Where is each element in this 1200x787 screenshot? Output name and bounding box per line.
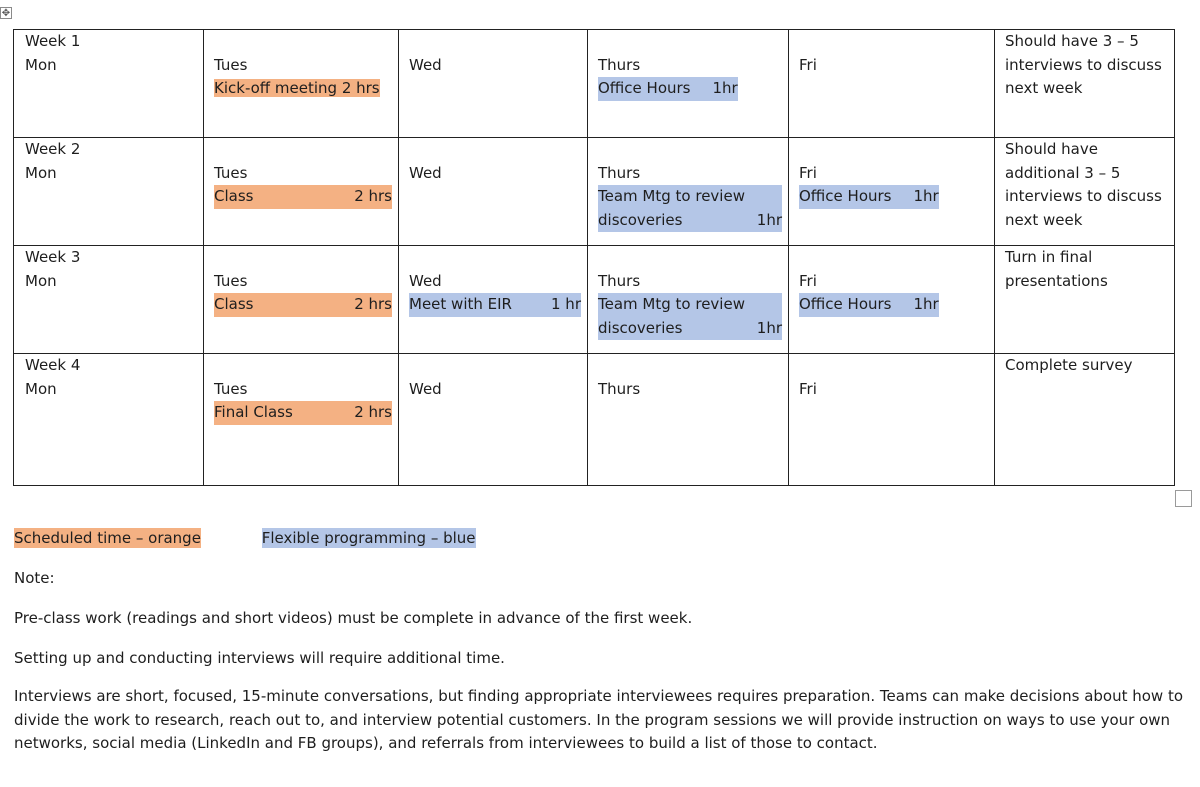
week-row: [14, 138, 1175, 246]
week-label: Week 3: [25, 248, 81, 266]
flexible-event: [799, 185, 939, 209]
thu-cell: [588, 30, 789, 138]
schedule-table: [13, 29, 1175, 486]
day-tue: Tues: [214, 55, 248, 74]
day-tue: Tues: [214, 163, 248, 182]
event-name: Office Hours: [598, 79, 691, 97]
week-label: Week 2: [25, 140, 81, 158]
event-name: Final Class: [214, 403, 293, 421]
wed-cell: [399, 138, 588, 246]
event-name: Class: [214, 187, 254, 205]
week-row: [14, 30, 1175, 138]
day-thu: Thurs: [598, 379, 641, 398]
paragraph: Setting up and conducting interviews will require additional time.: [14, 649, 505, 667]
day-wed: Wed: [409, 163, 442, 182]
day-mon: Mon: [25, 271, 57, 290]
flexible-event: [598, 77, 738, 101]
day-mon: Mon: [25, 55, 57, 74]
event-name: Class: [214, 295, 254, 313]
flexible-event: [799, 293, 939, 317]
event-name-cont: discoveries: [598, 318, 683, 337]
thu-cell: [588, 138, 789, 246]
event-name: Team Mtg to review: [598, 295, 745, 313]
event-name: Office Hours: [799, 295, 892, 313]
notes-cell: Complete survey: [995, 354, 1175, 486]
flexible-event: [598, 185, 782, 232]
tue-cell: [204, 354, 399, 486]
day-thu: Thurs: [598, 55, 641, 74]
day-wed: Wed: [409, 55, 442, 74]
week-cell: [14, 138, 204, 246]
day-fri: Fri: [799, 379, 817, 398]
day-thu: Thurs: [598, 271, 641, 290]
event-duration: 1hr: [913, 295, 939, 313]
tue-cell: [204, 138, 399, 246]
event-duration: 1hr: [756, 210, 782, 229]
wed-cell: [399, 30, 588, 138]
paragraph: Interviews are short, focused, 15-minute conversations, but finding appropriate interviewees requires preparation. Teams can make decisions about how to divide the work to research, reach out to, and interview potential customers. In the program sessions we will provide instruction on ways to use your own networks, social media (LinkedIn and FB groups), and referrals from interviewees to build a list of those to contact.: [14, 687, 1184, 752]
flexible-event: [409, 293, 581, 317]
week-cell: [14, 246, 204, 354]
event-name: Meet with EIR: [409, 295, 512, 313]
notes-cell: Should have 3 – 5 interviews to discuss next week: [995, 30, 1175, 138]
fri-cell: [789, 354, 995, 486]
day-wed: Wed: [409, 379, 442, 398]
wed-cell: [399, 354, 588, 486]
flexible-event: [598, 293, 782, 340]
event-duration: 1hr: [712, 79, 738, 97]
resize-handle-icon[interactable]: [1175, 490, 1192, 507]
day-tue: Tues: [214, 271, 248, 290]
week-label: Week 1: [25, 32, 81, 50]
event-name-cont: discoveries: [598, 210, 683, 229]
day-mon: Mon: [25, 163, 57, 182]
week-cell: [14, 30, 204, 138]
fri-cell: [789, 246, 995, 354]
week-row: [14, 246, 1175, 354]
week-label: Week 4: [25, 356, 81, 374]
event-duration: 2 hrs: [354, 187, 392, 205]
day-tue: Tues: [214, 379, 248, 398]
move-handle-icon[interactable]: ✥: [1, 8, 11, 19]
event-duration: 2 hrs: [354, 403, 392, 421]
tue-cell: [204, 30, 399, 138]
week-cell: [14, 354, 204, 486]
paragraph: Pre-class work (readings and short videos) must be complete in advance of the first week.: [14, 609, 693, 627]
notes-cell: Turn in final presentations: [995, 246, 1175, 354]
scheduled-event: [214, 185, 392, 209]
week-row: [14, 354, 1175, 486]
scheduled-event: Kick-off meeting 2 hrs: [214, 79, 380, 97]
event-duration: 2 hrs: [354, 295, 392, 313]
thu-cell: [588, 246, 789, 354]
event-duration: 1hr: [756, 318, 782, 337]
tue-cell: [204, 246, 399, 354]
day-mon: Mon: [25, 379, 57, 398]
scheduled-event: [214, 293, 392, 317]
note-heading: Note:: [14, 569, 55, 587]
day-fri: Fri: [799, 163, 817, 182]
thu-cell: [588, 354, 789, 486]
day-fri: Fri: [799, 55, 817, 74]
notes-cell: Should have additional 3 – 5 interviews to discuss next week: [995, 138, 1175, 246]
legend-scheduled: Scheduled time – orange: [14, 529, 201, 547]
scheduled-event: [214, 401, 392, 425]
event-name: Office Hours: [799, 187, 892, 205]
event-duration: 1 hr: [551, 295, 581, 313]
legend: [14, 529, 476, 547]
legend-flexible: Flexible programming – blue: [261, 529, 476, 547]
event-duration: 1hr: [913, 187, 939, 205]
day-wed: Wed: [409, 271, 442, 290]
day-thu: Thurs: [598, 163, 641, 182]
day-fri: Fri: [799, 271, 817, 290]
fri-cell: [789, 30, 995, 138]
event-name: Team Mtg to review: [598, 187, 745, 205]
fri-cell: [789, 138, 995, 246]
wed-cell: [399, 246, 588, 354]
